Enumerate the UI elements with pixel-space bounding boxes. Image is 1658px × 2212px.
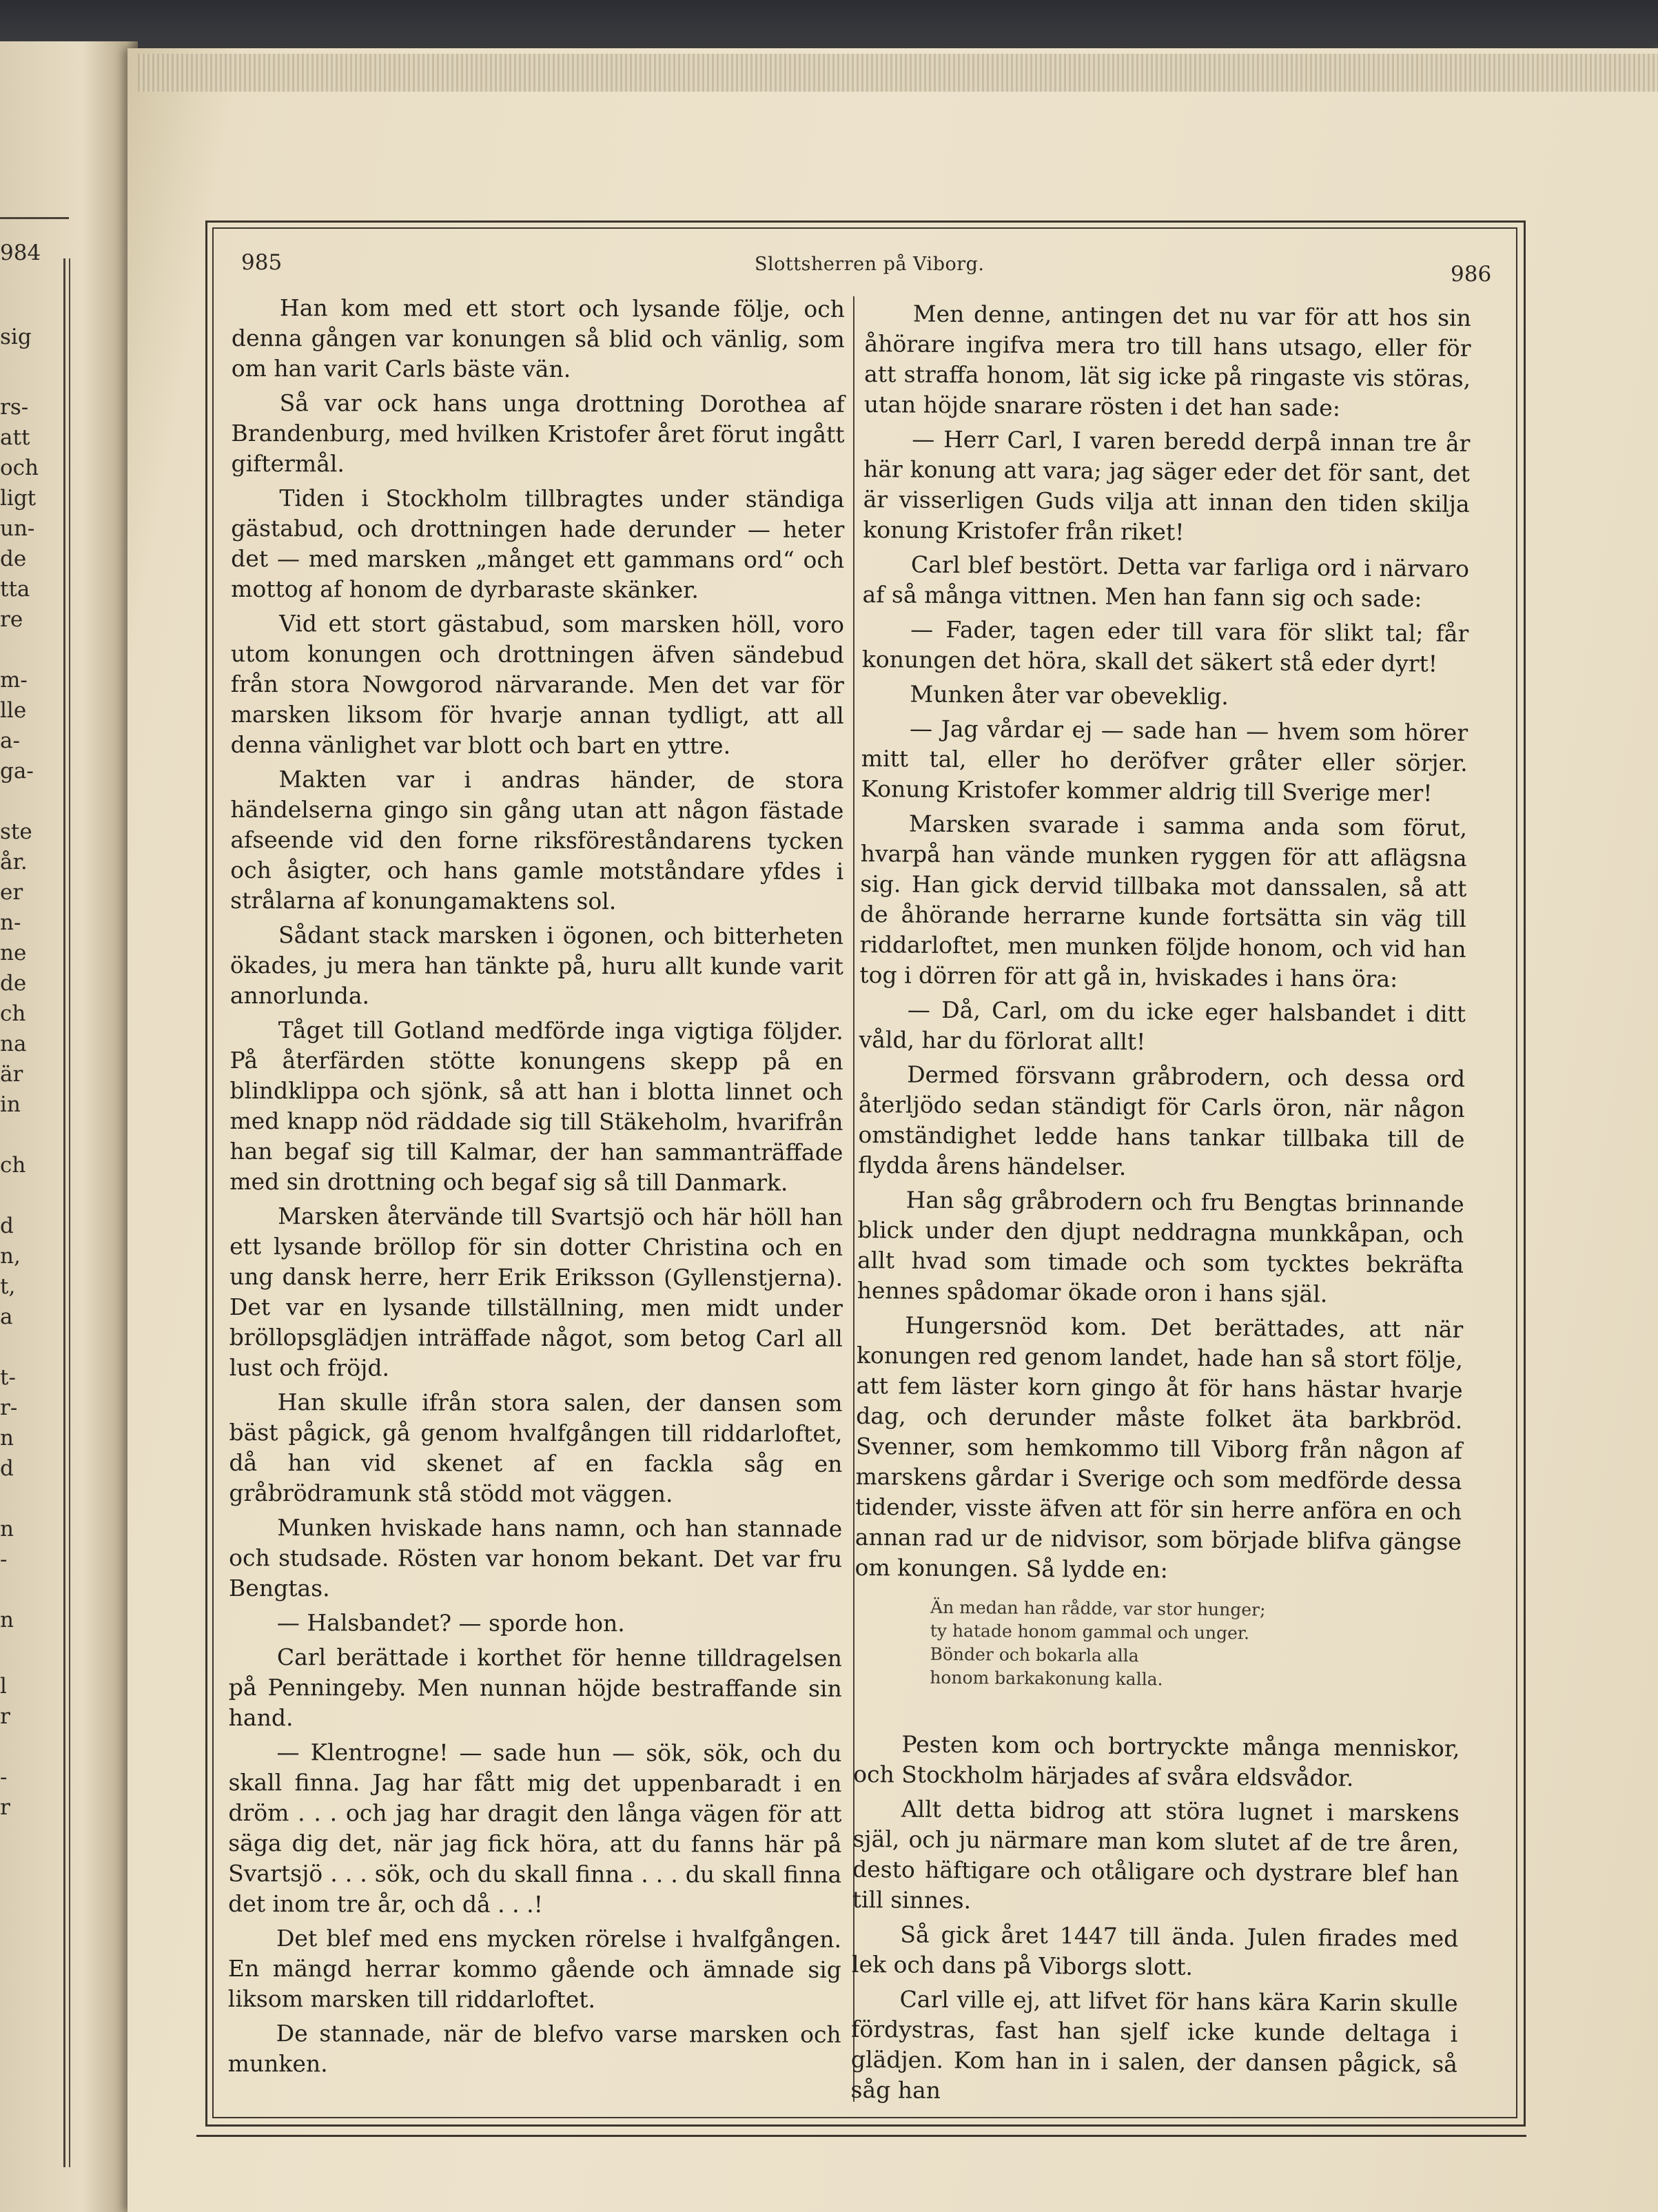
prev-page-fragment: de bbox=[0, 971, 27, 996]
paragraph: Carl berättade i korthet för henne tilldragelsen på Penningeby. Men nunnan höjde bestraffande sin hand. bbox=[228, 1643, 842, 1732]
paragraph: Marsken svarade i samma anda som förut, hvarpå han vände munken ryggen för att aflägsna sig. Han gick dervid tillbaka mot danssalen, så att de åhörande herrarne kunde fortsätta sin väg till riddarloftet, men munken följde honom, och vid han tog i dörren för att gå in, hviskades i hans öra: bbox=[859, 810, 1468, 993]
verse-line: honom barkakonung kalla. bbox=[930, 1667, 1163, 1690]
prev-page-fragment: n bbox=[0, 1426, 14, 1451]
paragraph: — Jag vårdar ej — sade han — hvem som hörer mitt tal, eller ho deröfver gråter eller sörjer. Konung Kristofer kommer aldrig till Sverige mer! bbox=[861, 715, 1468, 807]
paragraph: Munken hviskade hans namn, och han stannade och studsade. Rösten var honom bekant. Det var fru Bengtas. bbox=[229, 1514, 843, 1602]
prev-page-fragment: ne bbox=[0, 941, 27, 965]
prev-page-fragment: un- bbox=[0, 516, 35, 541]
paragraph: Carl blef bestört. Detta var farliga ord i närvaro af så många vittnen. Men han fann sig och sade: bbox=[862, 551, 1470, 613]
right-column-part-2 bbox=[850, 1729, 1460, 2110]
frame-rule bbox=[69, 258, 70, 2167]
verse-line: ty hatade honom gammal och unger. bbox=[930, 1620, 1250, 1643]
right-column-part-1 bbox=[854, 298, 1471, 1588]
paragraph: Så var ock hans unga drottning Dorothea af Brandenburg, med hvilken Kristofer året förut ingått giftermål. bbox=[231, 389, 845, 478]
frame-rule bbox=[63, 258, 65, 2167]
prev-page-fragment: re bbox=[0, 607, 23, 632]
right-column bbox=[850, 298, 1471, 2114]
paragraph: Makten var i andras händer, de stora händelserna gingo sin gång utan att någon fästade afseende vid den forne riksföreståndarens tycken och åsigter, och hans gamle motståndare yfdes i strålarna af konungamaktens sol. bbox=[230, 766, 844, 915]
paragraph: Hungersnöd kom. Det berättades, att när konungen red genom landet, hade han så stort följe, att fem läster korn gingo åt för hans hästar hvarje dag, och derunder måste folket äta barkbröd. Svenner, som hemkommo till Viborg från någon af marskens gårdar i Sverige och som medförde dessa tidender, visste äfven att för sin herre anföra en och annan rad ur de nidvisor, som började blifva gängse om konungen. Så lydde en: bbox=[854, 1311, 1464, 1584]
paragraph: Sådant stack marsken i ögonen, och bitterheten ökades, ju mera han tänkte på, huru allt kunde varit annorlunda. bbox=[229, 921, 844, 1010]
prev-page-fragment: in bbox=[0, 1092, 21, 1117]
prev-page-fragment: n, bbox=[0, 1244, 21, 1269]
paragraph: Han skulle ifrån stora salen, der dansen som bäst pågick, gå genom hvalfgången till riddarloftet, då han vid skenet af en fackla såg en gråbrödramunk stå stödd mot väggen. bbox=[229, 1389, 843, 1508]
prev-page-fragment: a- bbox=[0, 728, 20, 753]
paragraph: Allt detta bidrog att störa lugnet i marskens själ, och ju närmare man kom slutet af de tre åren, desto häftigare och otåligare och dystrare blef han till sinnes. bbox=[852, 1795, 1460, 1914]
prev-page-fragment: n- bbox=[0, 910, 21, 935]
prev-page-fragment: d bbox=[0, 1213, 14, 1238]
prev-page-fragment: - bbox=[0, 1765, 8, 1790]
paragraph: — Fader, tagen eder till vara för slikt tal; får konungen det höra, skall det säkert stå eder dyrt! bbox=[861, 615, 1469, 677]
paragraph: Det blef med ens mycken rörelse i hvalfgången. En mängd herrar kommo gående och ämnade sig liksom marsken till riddarloftet. bbox=[227, 1925, 842, 2014]
paragraph: Så gick året 1447 till ända. Julen firades med lek och dans på Viborgs slott. bbox=[851, 1921, 1459, 1980]
paragraph: Munken åter var obeveklig. bbox=[910, 680, 1229, 710]
prev-page-fragment: ga- bbox=[0, 759, 34, 784]
prev-page-fragment: r- bbox=[0, 1395, 18, 1420]
paragraph: Dermed försvann gråbrodern, och dessa ord återljödo sedan ständigt för Carls öron, när någon omständighet ledde hans tankar tillbaka till de flydda årens händelser. bbox=[857, 1061, 1466, 1181]
paragraph: Tiden i Stockholm tillbragtes under ständiga gästabud, och drottningen hade derunder — heter det — med marsken „månget ett gammans ord“ och mottog af honom de dyrbaraste skänker. bbox=[231, 484, 845, 604]
prev-page-fragment: n bbox=[0, 1517, 14, 1542]
prev-page-fragment: ch bbox=[0, 1001, 26, 1026]
prev-page-fragment: r bbox=[0, 1795, 10, 1820]
prev-page-fragment: rs- bbox=[0, 395, 29, 420]
prev-page-fragment: t, bbox=[0, 1274, 16, 1299]
prev-page-fragment: er bbox=[0, 880, 23, 905]
left-column bbox=[228, 293, 845, 2085]
verse-line: Bönder och bokarla alla bbox=[930, 1643, 1139, 1666]
prev-page-fragment: tta bbox=[0, 577, 30, 602]
page-number-left: 985 bbox=[241, 250, 283, 275]
prev-page-fragment: ch bbox=[0, 1153, 26, 1178]
prev-page-fragment: t- bbox=[0, 1365, 16, 1390]
paragraph: Pesten kom och bortryckte många menniskor, och Stockholm härjades af svåra eldsvådor. bbox=[853, 1730, 1460, 1792]
prev-page-fragment: ligt bbox=[0, 486, 37, 511]
prev-page-fragment: ste bbox=[0, 819, 32, 844]
prev-page-fragment: - bbox=[0, 1547, 8, 1572]
prev-page-fragment: är bbox=[0, 1062, 23, 1087]
paragraph: — Klentrogne! — sade hun — sök, sök, och du skall finna. Jag har fått mig det uppenbaradt i en dröm . . . och jag har dragit den långa vägen för att säga dig det, när jag fick höra, att du fanns här på Svartsjö . . . sök, och du skall finna . . . du skall finna det inom tre år, och då . . .! bbox=[228, 1739, 842, 1918]
prev-page-fragment: sig bbox=[0, 325, 32, 349]
verse-line: Än medan han rådde, var stor hunger; bbox=[930, 1597, 1266, 1620]
paragraph: — Halsbandet? — sporde hon. bbox=[276, 1609, 625, 1637]
prev-page-fragment: år. bbox=[0, 850, 28, 874]
paragraph: Marsken återvände till Svartsjö och här höll han ett lysande bröllop för sin dotter Christina och en ung dansk herre, herr Erik Eriksson (Gyllenstjerna). Det var en lysande tillställning, men midt under bröllopsglädjen inträffade något, som betog Carl all lust och fröjd. bbox=[229, 1202, 843, 1382]
prev-page-fragment: n bbox=[0, 1608, 14, 1632]
paragraph: — Då, Carl, om du icke eger halsbandet i ditt våld, har du förlorat allt! bbox=[859, 996, 1466, 1056]
prev-page-number: 984 bbox=[0, 240, 41, 265]
prev-page-fragment: r bbox=[0, 1704, 10, 1729]
page-frame-bottom-rule bbox=[196, 2135, 1526, 2137]
previous-page-edge bbox=[0, 41, 138, 2212]
page-edge-texture bbox=[138, 54, 1658, 92]
prev-page-fragment: d bbox=[0, 1456, 14, 1481]
verse bbox=[930, 1596, 1461, 1694]
prev-page-fragment: att bbox=[0, 425, 30, 450]
paragraph: Vid ett stort gästabud, som marsken höll, voro utom konungen och drottningen äfven sändebud från stora Nowgorod närvarande. Men det var för marsken liksom för hvarje annan tydligt, att all denna vänlighet var blott och bart en yttre. bbox=[230, 610, 845, 759]
prev-page-fragment: lle bbox=[0, 698, 27, 723]
prev-page-fragment: a bbox=[0, 1304, 13, 1329]
page-number-right: 986 bbox=[1451, 262, 1492, 287]
paragraph: Men denne, antingen det nu var för att hos sin åhörare ingifva mera tro till hans utsago, eller för att straffa honom, lät sig icke på ringaste vis störas, utan höjde snarare rösten i det han sade: bbox=[863, 300, 1471, 422]
prev-page-fragment: och bbox=[0, 455, 39, 480]
frame-rule bbox=[0, 217, 69, 219]
prev-page-fragment: de bbox=[0, 546, 27, 571]
paragraph: Tåget till Gotland medförde inga vigtiga följder. På återfärden stötte konungens skepp på en blindklippa och sjönk, så att han i blotta linnet och med knapp nöd räddade sig till Stäkeholm, hvarifrån han begaf sig till Kalmar, der han sammanträffade med sin drottning och begaf sig så till Danmark. bbox=[229, 1016, 843, 1196]
running-title: Slottsherren på Viborg. bbox=[755, 254, 985, 275]
paragraph: — Herr Carl, I varen beredd derpå innan tre år här konung att vara; jag säger eder det för sant, det är visserligen Guds vilja att innan den tiden skilja konung Kristofer från riket! bbox=[863, 425, 1471, 546]
paragraph: De stannade, när de blefvo varse marsken och munken. bbox=[227, 2020, 841, 2078]
paragraph: Carl ville ej, att lifvet för hans kära Karin skulle fördystras, fast han sjelf icke kunde deltaga i glädjen. Kom han in i salen, der dansen pågick, så såg han bbox=[850, 1985, 1458, 2104]
prev-page-fragment: m- bbox=[0, 668, 28, 693]
paragraph: Han kom med ett stort och lysande följe, och denna gången var konungen så blid och vänlig, som om han varit Carls bäste vän. bbox=[231, 294, 845, 383]
prev-page-fragment: l bbox=[0, 1674, 7, 1699]
prev-page-fragment: na bbox=[0, 1032, 27, 1056]
paragraph: Han såg gråbrodern och fru Bengtas brinnande blick under den djupt neddragna munkkåpan, och allt hvad som timade och som tycktes bekräfta hennes spådomar ökade oron i hans själ. bbox=[857, 1186, 1464, 1308]
